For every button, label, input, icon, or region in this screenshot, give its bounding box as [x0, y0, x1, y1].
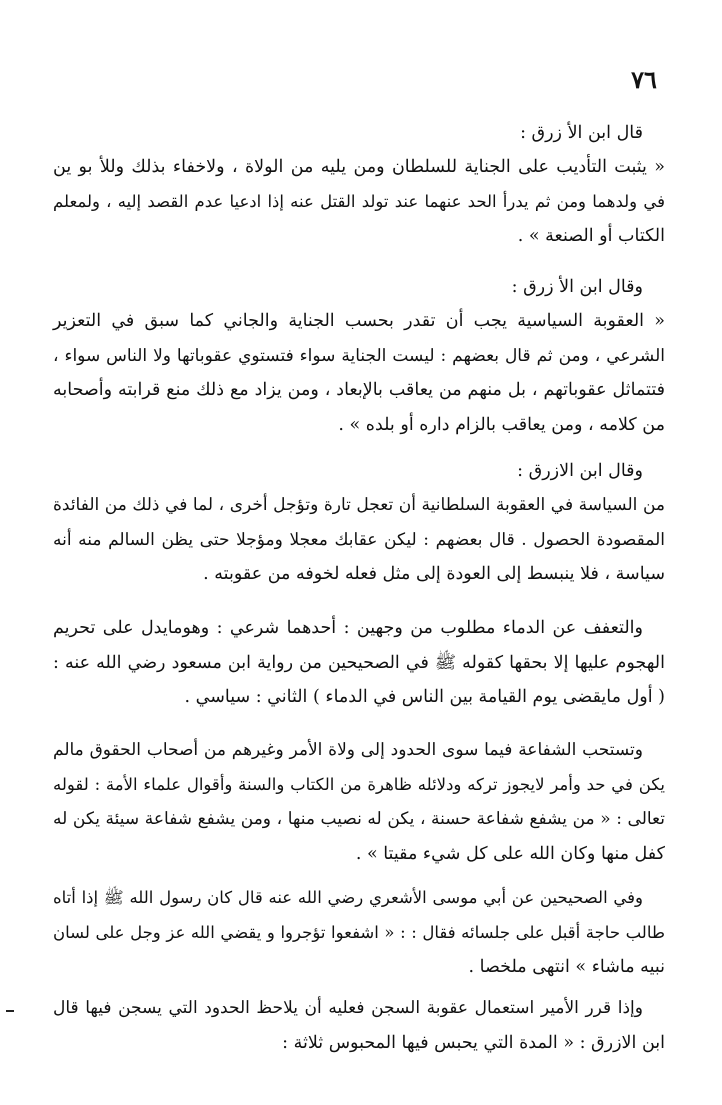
- paragraph-line: سياسة ، فلا ينبسط إلى العودة إلى مثل فعله لخوفه من عقوبته .: [203, 564, 665, 584]
- paragraph-line: طالب حاجة أقبل على جلسائه فقال : : « اشفعوا تؤجروا و يقضي الله عز وجل على لسان: [53, 922, 665, 942]
- paragraph-line: الكتاب أو الصنعة » .: [517, 226, 665, 246]
- paragraph-line: « يثبت التأديب على الجناية للسلطان ومن يليه من الولاة ، ولاخفاء بذلك وللأ بو ين: [53, 157, 665, 177]
- paragraph-line: « العقوبة السياسية يجب أن تقدر بحسب الجناية والجاني كما سبق في التعزير: [53, 311, 665, 331]
- paragraph-line: الشرعي ، ومن ثم قال بعضهم : ليست الجناية سواء فتستوي عقوباتها ولا الناس سواء ،: [53, 345, 665, 366]
- section-3: [53, 454, 665, 592]
- paragraph-line: كفل منها وكان الله على كل شيء مقيتا » .: [355, 843, 665, 864]
- margin-mark: [6, 1010, 14, 1012]
- section-4: [53, 611, 665, 715]
- paragraph-line: نبيه ماشاء » انتهى ملخصا .: [468, 957, 665, 977]
- paragraph-line: المقصودة الحصول . قال بعضهم : ليكن عقابك معجلا ومؤجلا حتى يظن السالم منه أنه: [53, 529, 665, 550]
- page-number: ٧٦: [631, 65, 657, 94]
- section-2: [53, 270, 665, 442]
- paragraph-line: ابن الازرق : « المدة التي يحبس فيها المحبوس ثلاثة :: [282, 1032, 665, 1053]
- paragraph-line: يكن في حد وأمر لايجوز تركه ودلائله ظاهرة من الكتاب والسنة وأقوال علماء الأمة : لقوله: [53, 774, 665, 794]
- section-heading: وقال ابن الأ زرق :: [511, 277, 643, 297]
- section-heading: وقال ابن الازرق :: [517, 461, 643, 481]
- paragraph-line: في ولدهما ومن ثم يدرأ الحد عنهما عند تولد القتل عنه إذا ادعيا عدم القصد إليه ، ولمعلم: [53, 191, 665, 211]
- paragraph-line: وفي الصحيحين عن أبي موسى الأشعري رضي الله عنه قال كان رسول الله ﷺ إذا أتاه: [53, 888, 643, 907]
- section-1: [53, 116, 665, 254]
- paragraph-line: وتستحب الشفاعة فيما سوى الحدود إلى ولاة الأمر وغيرهم من أصحاب الحقوق مالم: [53, 740, 643, 760]
- section-7: [53, 991, 665, 1060]
- section-6: [53, 881, 665, 985]
- paragraph-line: فتتماثل عقوباتهم ، بل منهم من يعاقب بالإبعاد ، ومن يزاد مع ذلك منع قرابته وأصحابه: [53, 380, 665, 400]
- section-heading: قال ابن الأ زرق :: [520, 123, 643, 143]
- section-5: [53, 733, 665, 871]
- paragraph-line: ( أول مايقضى يوم القيامة بين الناس في الدماء ) الثاني : سياسي .: [184, 687, 665, 707]
- paragraph-line: من كلامه ، ومن يعاقب بالزام داره أو بلده » .: [338, 414, 665, 435]
- paragraph-line: وإذا قرر الأمير استعمال عقوبة السجن فعليه أن يلاحظ الحدود التي يسجن فيها قال: [53, 998, 643, 1018]
- paragraph-line: الهجوم عليها إلا بحقها كقوله ﷺ في الصحيحين من رواية ابن مسعود رضي الله عنه :: [53, 652, 665, 673]
- paragraph-line: من السياسة في العقوبة السلطانية أن تعجل تارة وتؤجل أخرى ، لما في ذلك من الفائدة: [53, 495, 665, 515]
- paragraph-line: تعالى : « من يشفع شفاعة حسنة ، يكن له نصيب منها ، ومن يشفع شفاعة سيئة يكن له: [53, 809, 665, 829]
- paragraph-line: والتعفف عن الدماء مطلوب من وجهين : أحدهما شرعي : وهومايدل على تحريم: [53, 618, 643, 638]
